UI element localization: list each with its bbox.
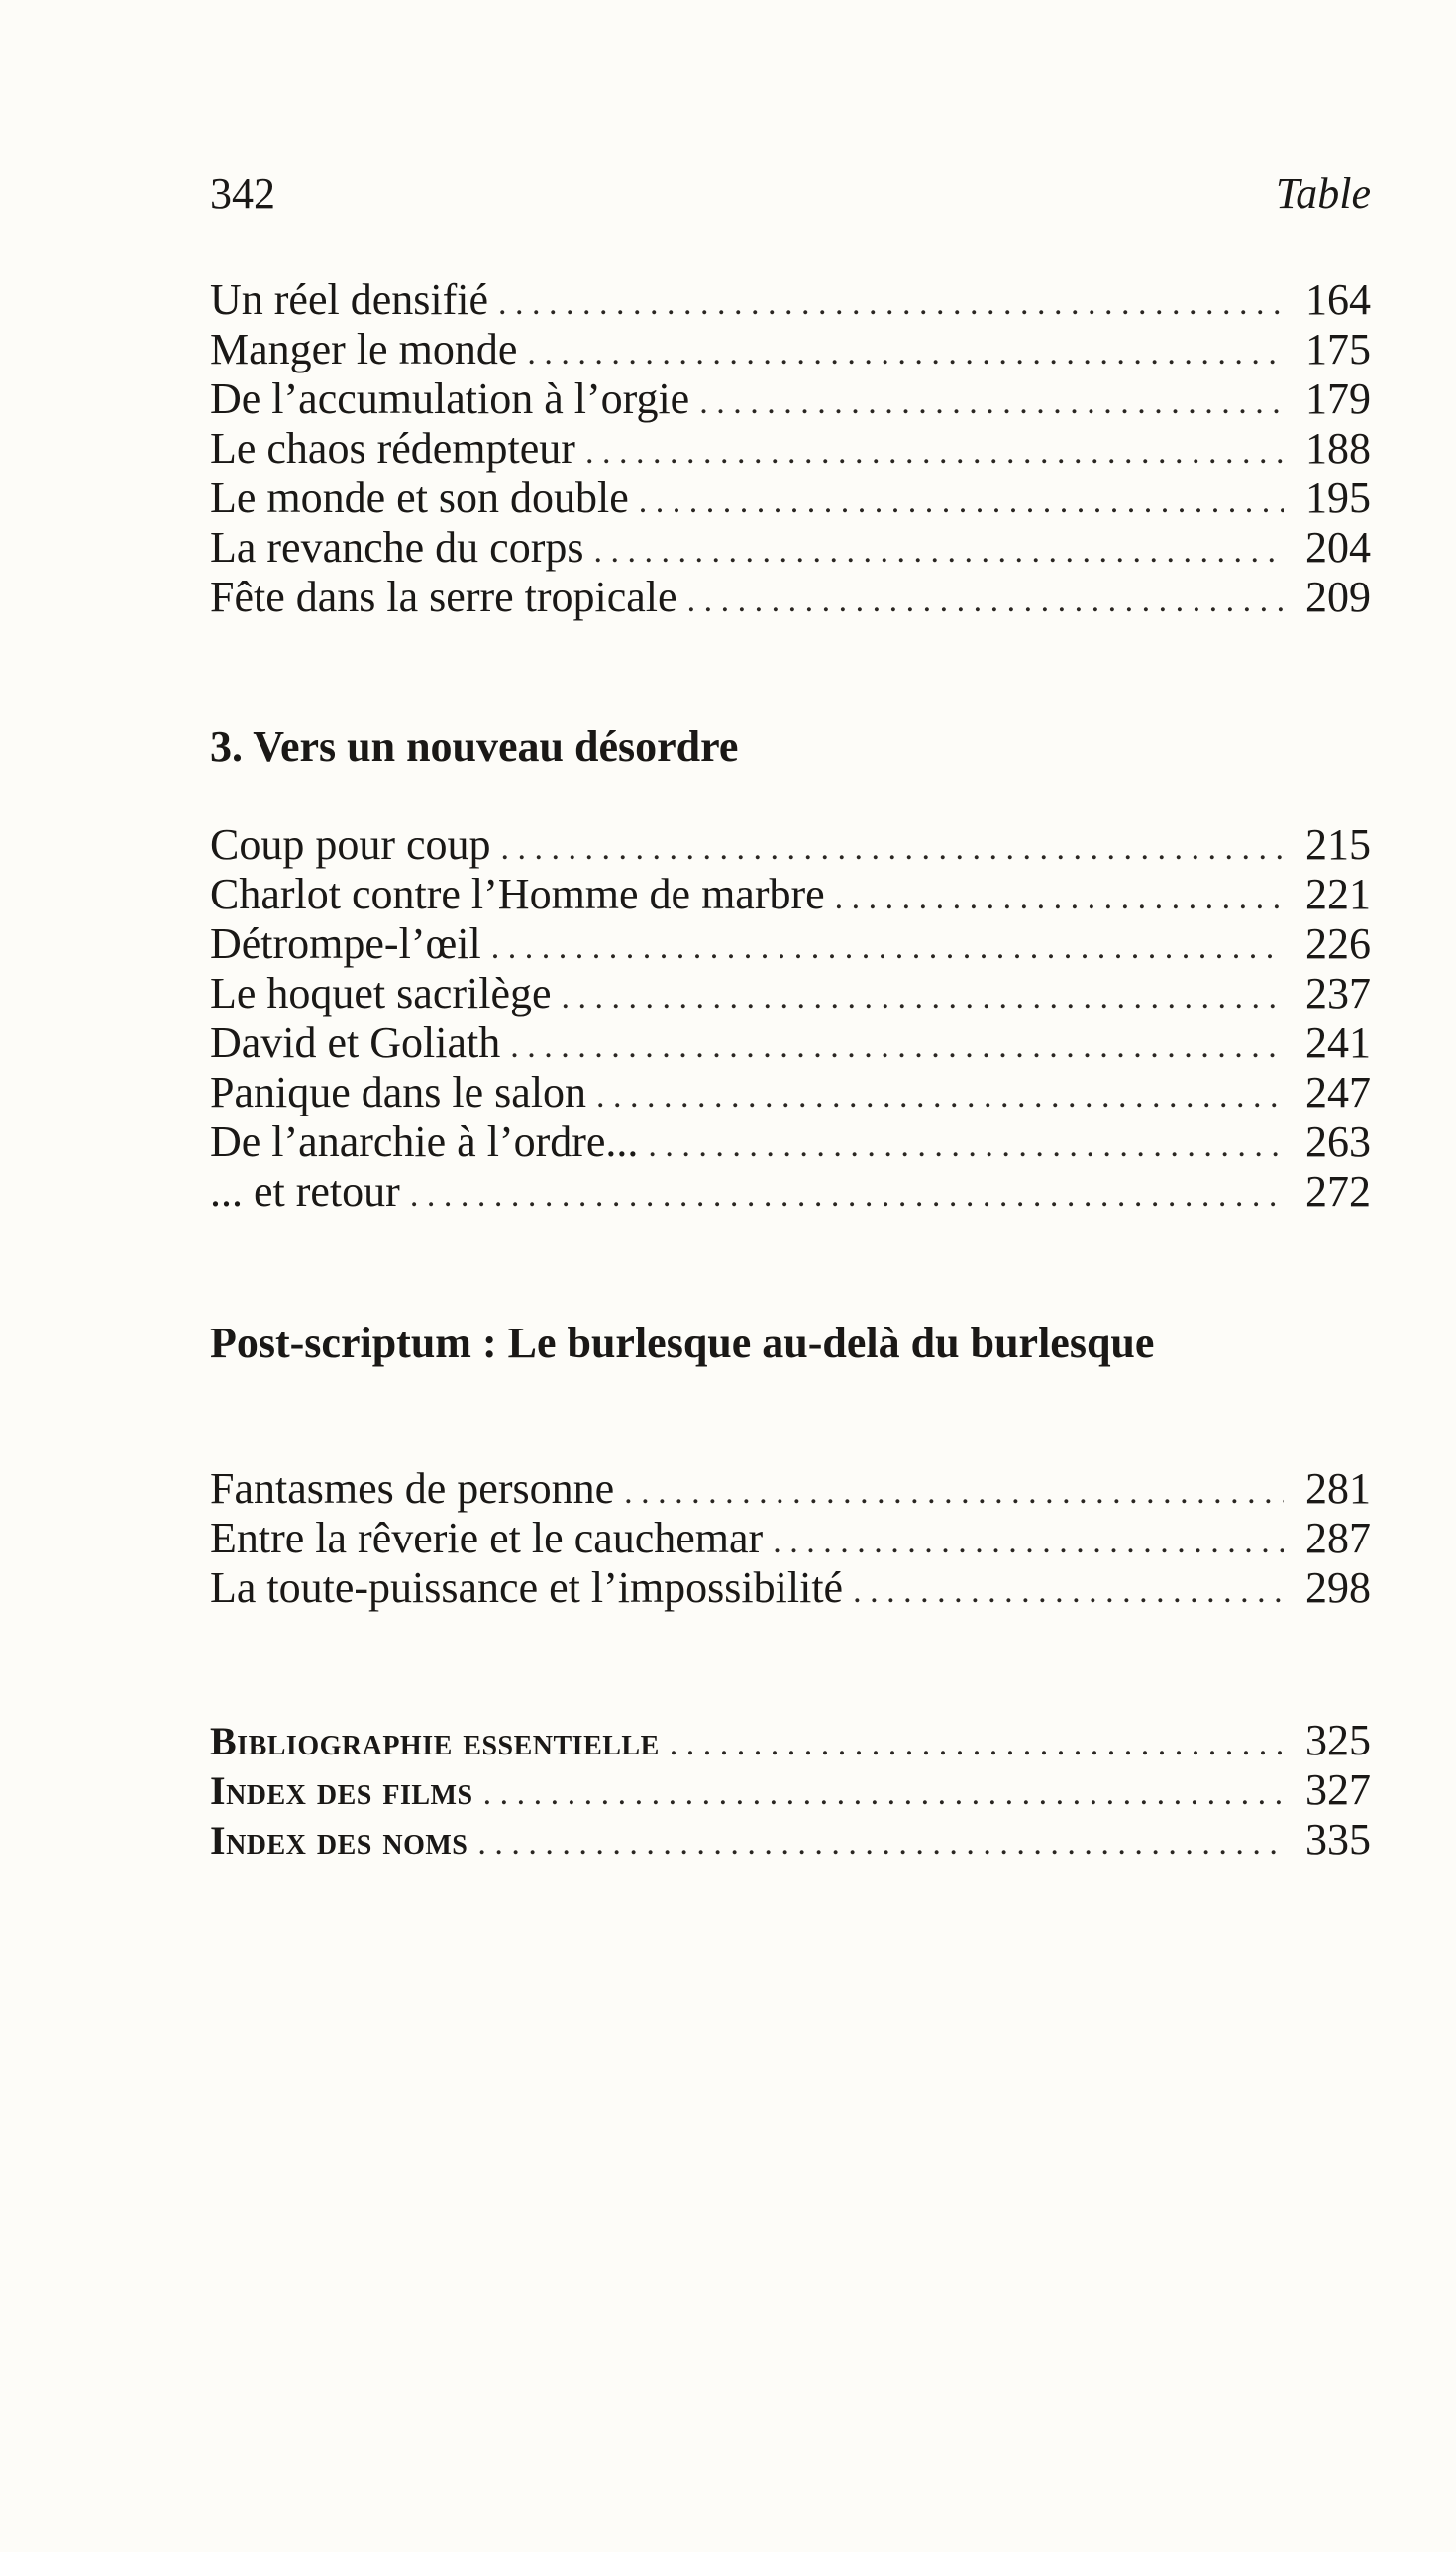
toc-entry-title: Fête dans la serre tropicale <box>210 573 677 621</box>
toc-group-appendix <box>210 1716 1371 1864</box>
toc-entry-title: Le chaos rédempteur <box>210 424 575 473</box>
dot-leader <box>562 973 1284 1022</box>
postscript-heading: Post-scriptum : Le burlesque au-delà du burlesque <box>210 1319 1155 1367</box>
toc-entry-page: 263 <box>1305 1117 1371 1166</box>
toc-entry <box>210 1815 1371 1864</box>
toc-entry-page: 179 <box>1305 374 1371 423</box>
toc-entry <box>210 1563 1371 1613</box>
toc-entry-page: 241 <box>1305 1018 1371 1067</box>
toc-entry <box>210 1716 1371 1765</box>
dot-leader <box>585 428 1284 478</box>
toc-entry-title: Entre la rêverie et le cauchemar <box>210 1514 764 1562</box>
toc-entry <box>210 325 1371 374</box>
toc-entry <box>210 1068 1371 1117</box>
toc-entry <box>210 275 1371 325</box>
toc-entry-title: Le monde et son double <box>210 474 629 522</box>
toc-entry-title: Manger le monde <box>210 325 518 373</box>
section-heading: 3. Vers un nouveau désordre <box>210 722 739 771</box>
toc-entry-page: 272 <box>1305 1167 1371 1216</box>
dot-leader <box>596 1072 1284 1121</box>
toc-group-chapter3 <box>210 820 1371 1217</box>
toc-entry-page: 247 <box>1305 1068 1371 1116</box>
toc-entry-title: Le hoquet sacrilège <box>210 969 552 1017</box>
toc-entry-page: 204 <box>1305 523 1371 572</box>
dot-leader <box>853 1567 1284 1617</box>
toc-entry-page: 195 <box>1305 474 1371 522</box>
toc-entry-title: Panique dans le salon <box>210 1068 587 1116</box>
toc-entry-title: La toute-puissance et l’impossibilité <box>210 1563 844 1612</box>
toc-entry <box>210 919 1371 969</box>
toc-entry-title: De l’accumulation à l’orgie <box>210 374 690 423</box>
toc-entry-page: 221 <box>1305 870 1371 918</box>
dot-leader <box>510 1022 1284 1072</box>
dot-leader <box>624 1468 1284 1518</box>
toc-entry <box>210 870 1371 919</box>
toc-entry <box>210 1167 1371 1217</box>
toc-entry <box>210 1117 1371 1167</box>
toc-entry-title: Index des films <box>210 1768 473 1813</box>
toc-entry <box>210 374 1371 424</box>
toc-entry-page: 215 <box>1305 820 1371 869</box>
dot-leader <box>593 527 1284 577</box>
dot-leader <box>501 824 1284 874</box>
toc-entry <box>210 474 1371 523</box>
toc-entry-title: Coup pour coup <box>210 820 491 869</box>
toc-entry-title: De l’anarchie à l’ordre... <box>210 1117 639 1166</box>
dot-leader <box>648 1121 1284 1171</box>
dot-leader <box>477 1819 1284 1868</box>
dot-leader <box>498 279 1284 329</box>
running-head <box>210 168 1371 238</box>
toc-entry-page: 164 <box>1305 275 1371 324</box>
toc-entry <box>210 1514 1371 1563</box>
toc-entry-title: ... et retour <box>210 1167 400 1216</box>
dot-leader <box>639 478 1284 527</box>
dot-leader <box>835 874 1284 923</box>
toc-entry-title: La revanche du corps <box>210 523 584 572</box>
toc-entry <box>210 523 1371 573</box>
toc-entry-page: 209 <box>1305 573 1371 621</box>
toc-entry-page: 226 <box>1305 919 1371 968</box>
toc-entry <box>210 969 1371 1018</box>
toc-entry-page: 327 <box>1305 1765 1371 1814</box>
toc-entry <box>210 424 1371 474</box>
toc-entry-title: David et Goliath <box>210 1018 501 1067</box>
toc-entry-page: 188 <box>1305 424 1371 473</box>
toc-entry <box>210 820 1371 870</box>
toc-entry-page: 237 <box>1305 969 1371 1017</box>
dot-leader <box>527 329 1284 378</box>
toc-entry-page: 325 <box>1305 1716 1371 1764</box>
toc-entry-title: Un réel densifié <box>210 275 488 324</box>
dot-leader <box>773 1518 1284 1567</box>
toc-entry-page: 287 <box>1305 1514 1371 1562</box>
toc-entry-page: 281 <box>1305 1464 1371 1513</box>
dot-leader <box>491 923 1284 973</box>
page-number: 342 <box>210 169 275 218</box>
toc-entry <box>210 1018 1371 1068</box>
toc-entry <box>210 1464 1371 1514</box>
toc-entry-title: Charlot contre l’Homme de marbre <box>210 870 825 918</box>
toc-entry-page: 335 <box>1305 1815 1371 1863</box>
dot-leader <box>410 1171 1284 1221</box>
toc-entry-title: Index des noms <box>210 1818 468 1862</box>
dot-leader <box>687 577 1284 626</box>
toc-entry-title: Détrompe-l’œil <box>210 919 481 968</box>
toc-entry-title: Bibliographie essentielle <box>210 1719 660 1763</box>
toc-entry-page: 298 <box>1305 1563 1371 1612</box>
toc-entry-page: 175 <box>1305 325 1371 373</box>
toc-group-chapter2-continued <box>210 275 1371 622</box>
dot-leader <box>699 378 1284 428</box>
toc-group-postscript <box>210 1464 1371 1613</box>
toc-entry <box>210 1765 1371 1815</box>
dot-leader <box>483 1769 1284 1819</box>
toc-entry <box>210 573 1371 622</box>
dot-leader <box>670 1720 1284 1769</box>
toc-entry-title: Fantasmes de personne <box>210 1464 615 1513</box>
running-title: Table <box>1275 169 1371 218</box>
